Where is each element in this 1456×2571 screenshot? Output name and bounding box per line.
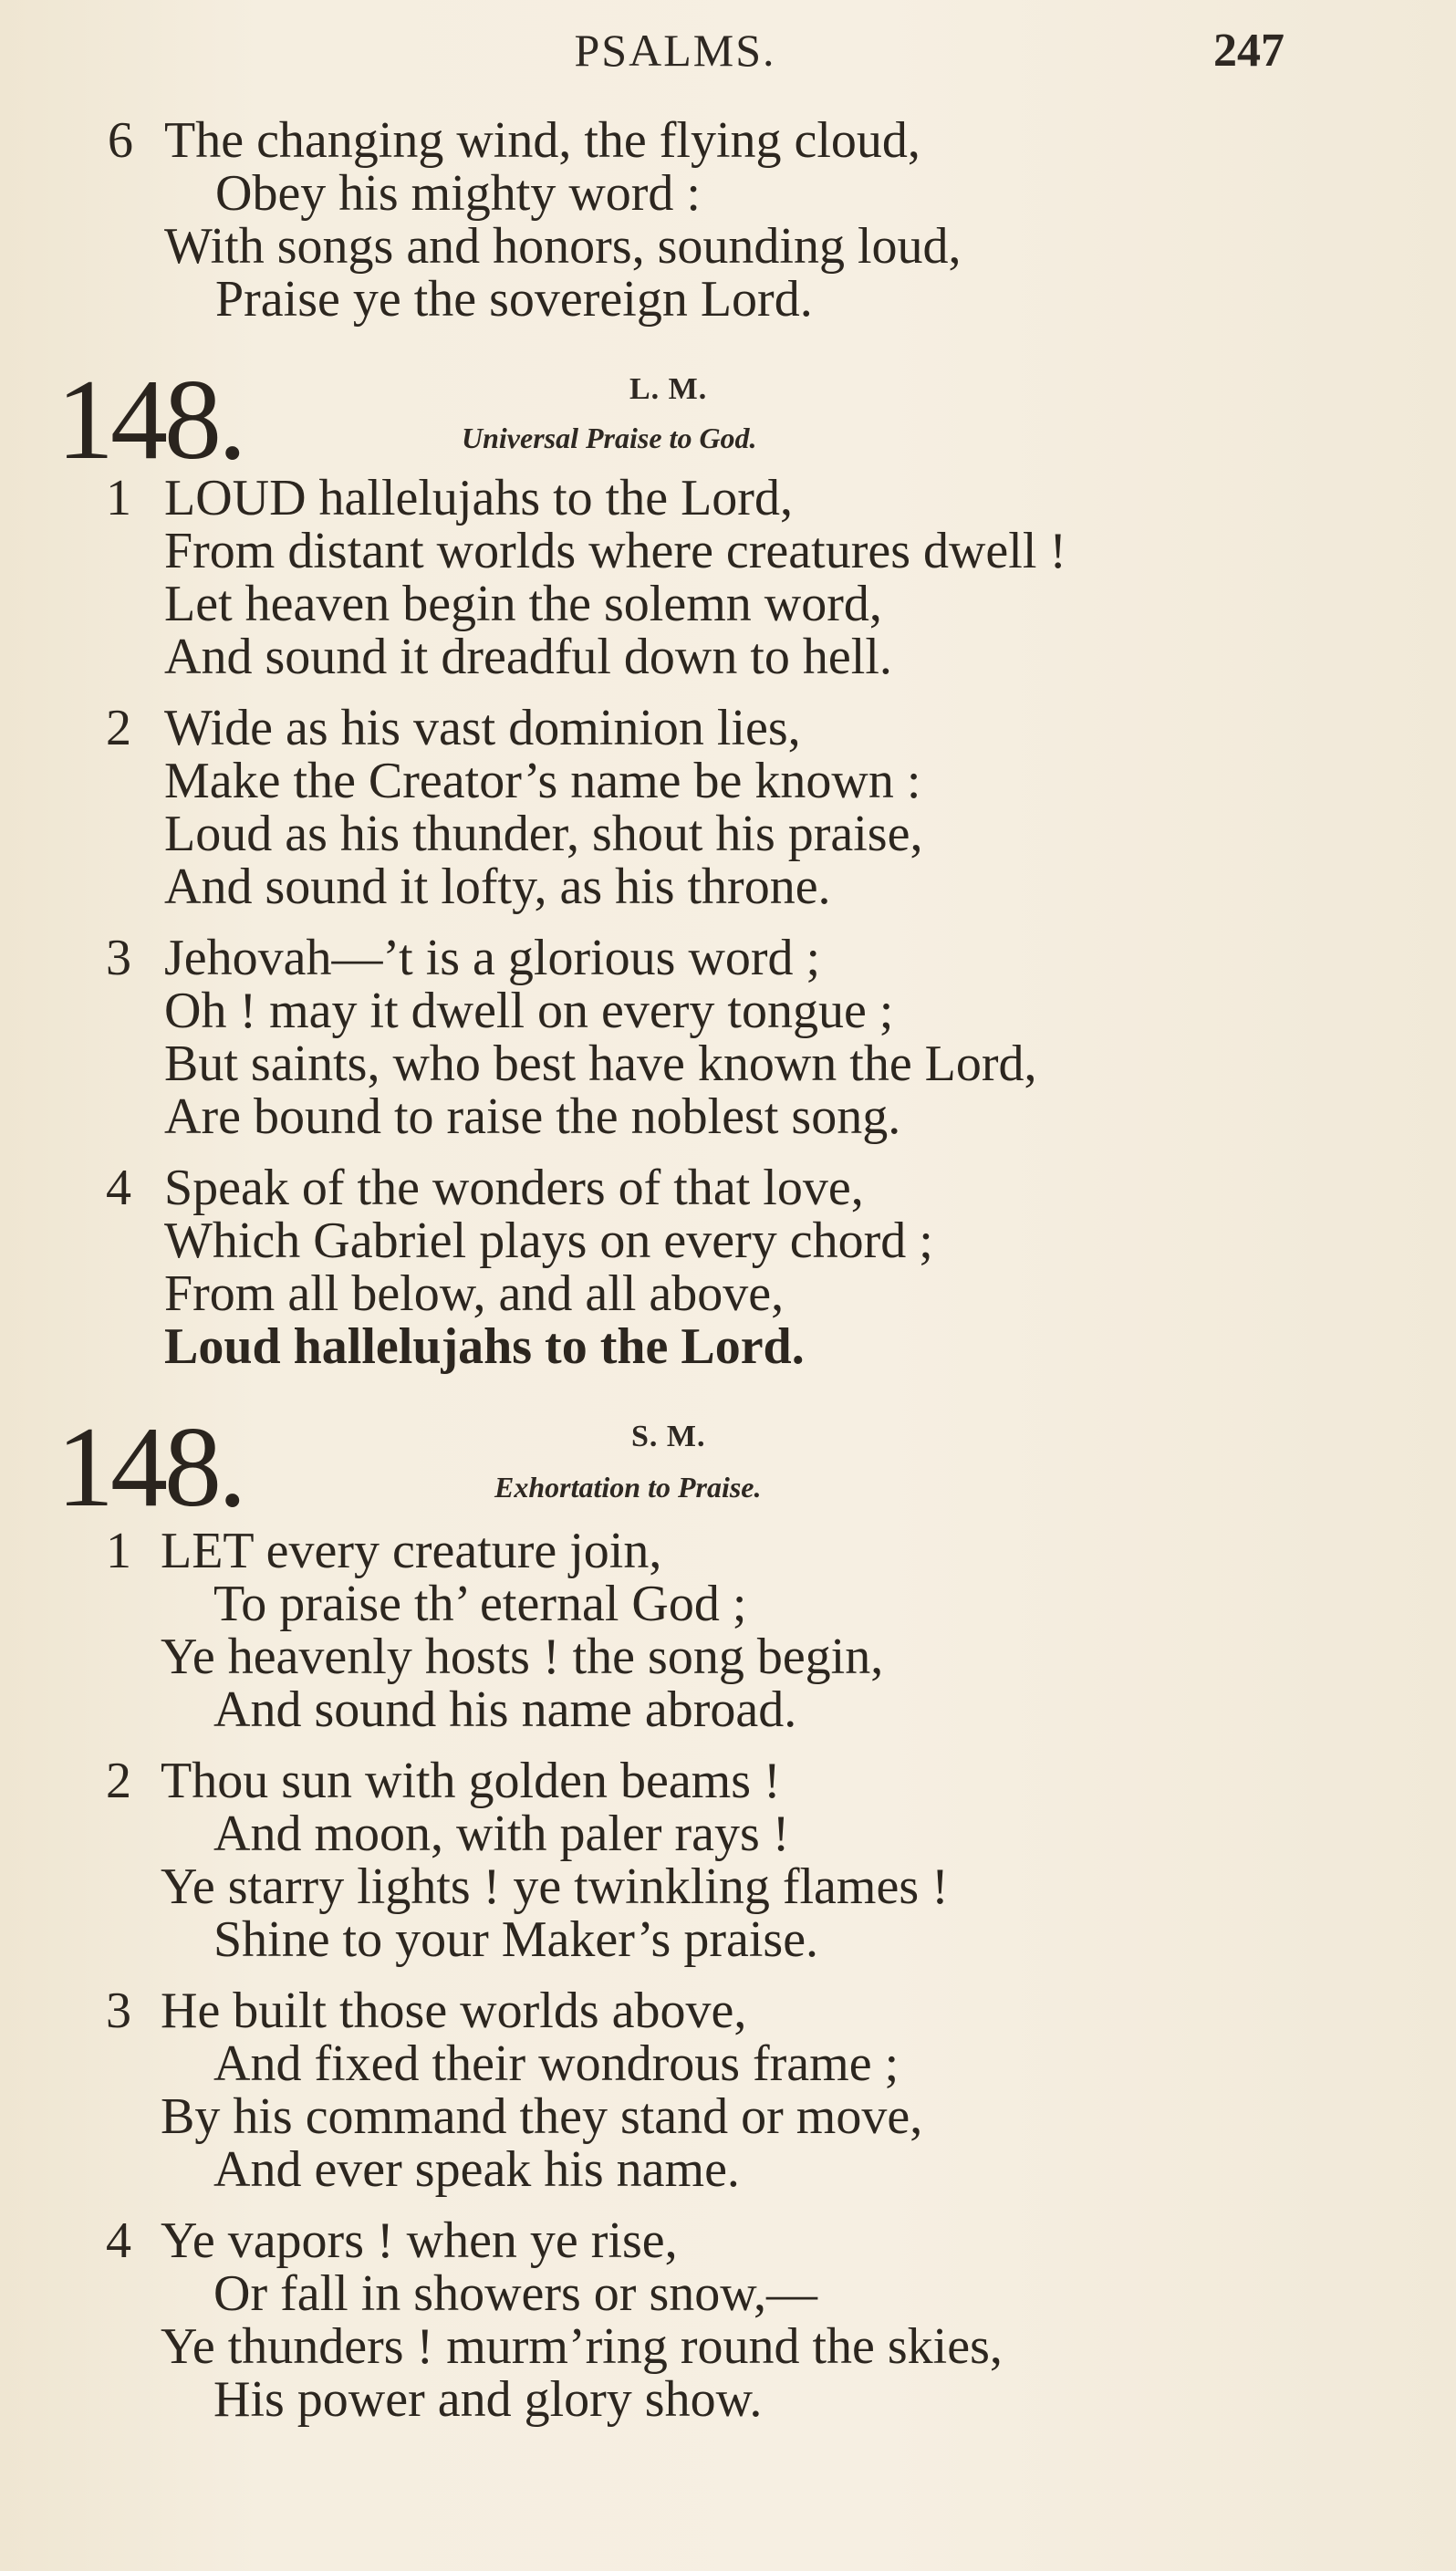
verse-line: Shine to your Maker’s praise.	[213, 1911, 819, 1968]
verse-line: LOUD hallelujahs to the Lord,	[164, 470, 793, 526]
verse-line: Are bound to raise the noblest song.	[164, 1088, 901, 1145]
verse-line: Jehovah—’t is a glorious word ;	[164, 930, 821, 986]
hymn-subtitle: Universal Praise to God.	[462, 422, 757, 454]
stanza-number: 4	[106, 2212, 131, 2269]
running-title: PSALMS.	[574, 25, 776, 76]
verse-line: From all below, and all above,	[164, 1265, 785, 1322]
verse-line: With songs and honors, sounding loud,	[164, 218, 962, 275]
hymn-number: 148.	[57, 357, 244, 484]
stanza-number: 3	[106, 930, 131, 986]
verse-line: Ye heavenly hosts ! the song begin,	[161, 1629, 884, 1685]
verse-line: LET every creature join,	[161, 1523, 662, 1579]
verse-line: Wide as his vast dominion lies,	[164, 700, 801, 756]
verse-line: To praise th’ eternal God ;	[213, 1576, 747, 1632]
verse-line: The changing wind, the flying cloud,	[164, 112, 920, 169]
verse-line: Ye starry lights ! ye twinkling flames !	[161, 1858, 949, 1915]
hymn-number: 148.	[57, 1404, 244, 1531]
verse-line: And sound it lofty, as his throne.	[164, 859, 831, 915]
verse-line: Oh ! may it dwell on every tongue ;	[164, 983, 894, 1039]
verse-line: From distant worlds where creatures dwell !	[164, 523, 1067, 579]
verse-line: By his command they stand or move,	[161, 2088, 923, 2145]
stanza-number: 3	[106, 1983, 131, 2039]
verse-line: Let heaven begin the solemn word,	[164, 576, 882, 632]
verse-line: And fixed their wondrous frame ;	[213, 2035, 900, 2092]
stanza-number: 2	[106, 1753, 131, 1809]
verse-line: Which Gabriel plays on every chord ;	[164, 1213, 933, 1269]
verse-line: But saints, who best have known the Lord,	[164, 1036, 1037, 1092]
verse-line: He built those worlds above,	[161, 1983, 747, 2039]
verse-line: Obey his mighty word :	[215, 165, 701, 222]
meter-label: S. M.	[631, 1420, 706, 1453]
verse-line: Ye vapors ! when ye rise,	[161, 2212, 678, 2269]
verse-line: And sound it dreadful down to hell.	[164, 629, 892, 685]
verse-line: Make the Creator’s name be known :	[164, 753, 921, 809]
verse-line: And ever speak his name.	[213, 2141, 740, 2198]
hymn-subtitle: Exhortation to Praise.	[494, 1471, 762, 1504]
verse-line: And sound his name abroad.	[213, 1681, 797, 1738]
stanza-number: 6	[108, 112, 133, 169]
verse-line: His power and glory show.	[213, 2371, 763, 2428]
stanza-number: 1	[106, 1523, 131, 1579]
stanza-number: 2	[106, 700, 131, 756]
verse-line: Loud hallelujahs to the Lord.	[164, 1318, 805, 1375]
verse-line: Speak of the wonders of that love,	[164, 1160, 864, 1216]
verse-line: Ye thunders ! murm’ring round the skies,	[161, 2318, 1003, 2375]
verse-line: Or fall in showers or snow,—	[213, 2265, 818, 2322]
verse-line: Loud as his thunder, shout his praise,	[164, 806, 923, 862]
meter-label: L. M.	[629, 372, 708, 406]
stanza-number: 1	[106, 470, 131, 526]
verse-line: Thou sun with golden beams !	[161, 1753, 781, 1809]
stanza-number: 4	[106, 1160, 131, 1216]
verse-line: And moon, with paler rays !	[213, 1806, 790, 1862]
page-number: 247	[1213, 25, 1284, 77]
verse-line: Praise ye the sovereign Lord.	[215, 271, 813, 328]
